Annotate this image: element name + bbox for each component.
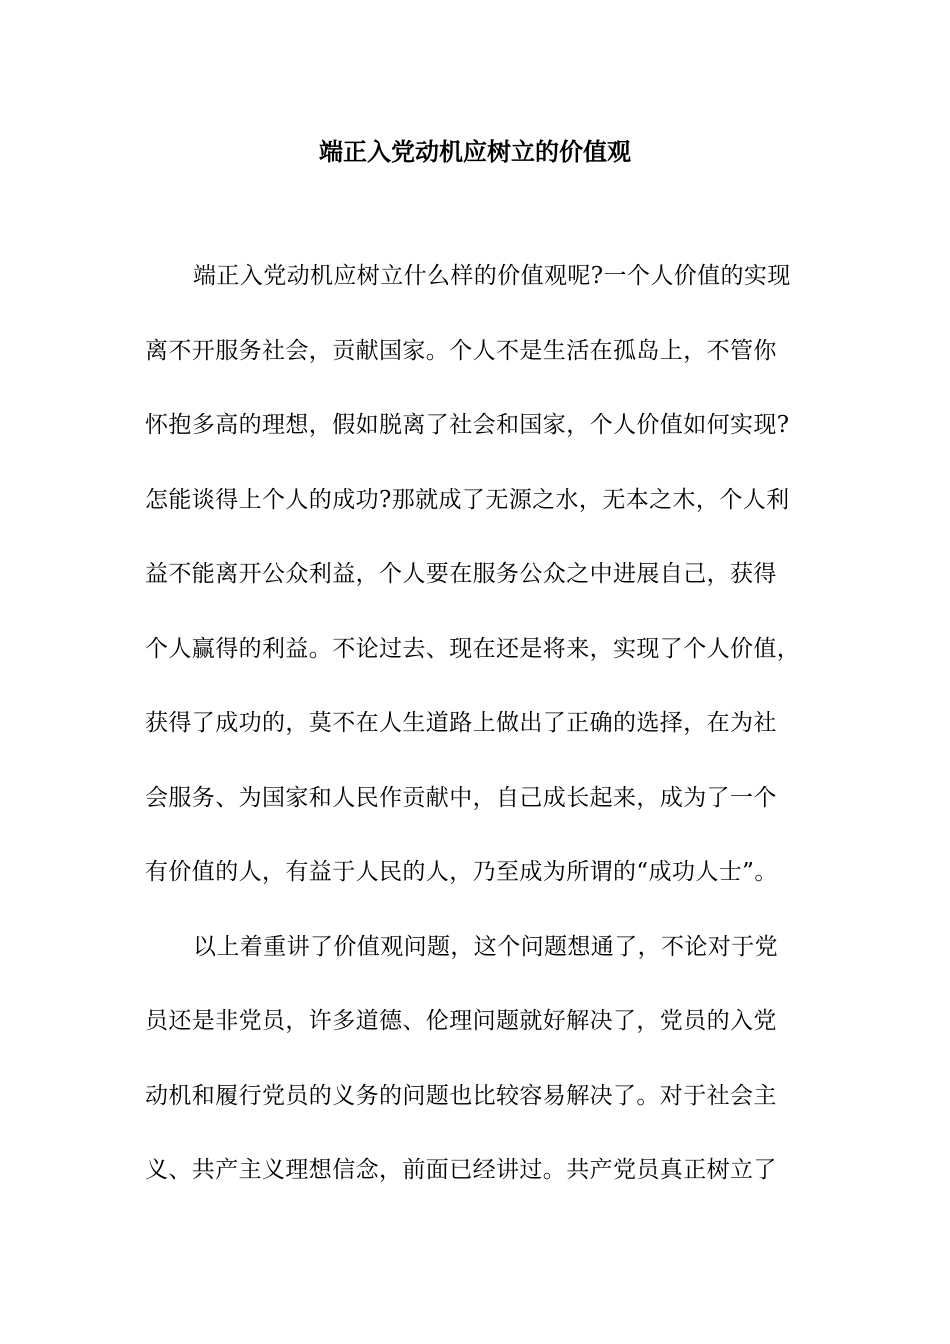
document-title: 端正入党动机应树立的价值观 bbox=[319, 137, 631, 166]
paragraph-line: 以上着重讲了价值观问题，这个问题想通了，不论对于党 bbox=[193, 933, 778, 960]
paragraph-line: 怀抱多高的理想，假如脱离了社会和国家，个人价值如何实现? bbox=[145, 412, 790, 438]
paragraph-line: 动机和履行党员的义务的问题也比较容易解决了。对于社会主 bbox=[145, 1082, 777, 1109]
paragraph-line: 端正入党动机应树立什么样的价值观呢?一个人价值的实现 bbox=[193, 263, 791, 289]
paragraph-line: 获得了成功的，莫不在人生道路上做出了正确的选择，在为社 bbox=[145, 710, 777, 736]
paragraph-line: 有价值的人，有益于人民的人，乃至成为所谓的“成功人士”。 bbox=[145, 859, 778, 885]
paragraph-line: 员还是非党员，许多道德、伦理问题就好解决了，党员的入党 bbox=[145, 1008, 777, 1034]
paragraph-line: 会服务、为国家和人民作贡献中，自己成长起来，成为了一个 bbox=[145, 784, 777, 811]
paragraph-line: 益不能离开公众利益，个人要在服务公众之中进展自己，获得 bbox=[145, 561, 777, 587]
paragraph-line: 义、共产主义理想信念，前面已经讲过。共产党员真正树立了 bbox=[145, 1157, 777, 1183]
paragraph-line: 怎能谈得上个人的成功?那就成了无源之水，无本之木，个人利 bbox=[145, 486, 790, 513]
document-body bbox=[145, 254, 805, 1223]
paragraph-line: 离不开服务社会，贡献国家。个人不是生活在孤岛上，不管你 bbox=[145, 337, 777, 364]
paragraph-line: 个人赢得的利益。不论过去、现在还是将来，实现了个人价值， bbox=[145, 635, 801, 662]
